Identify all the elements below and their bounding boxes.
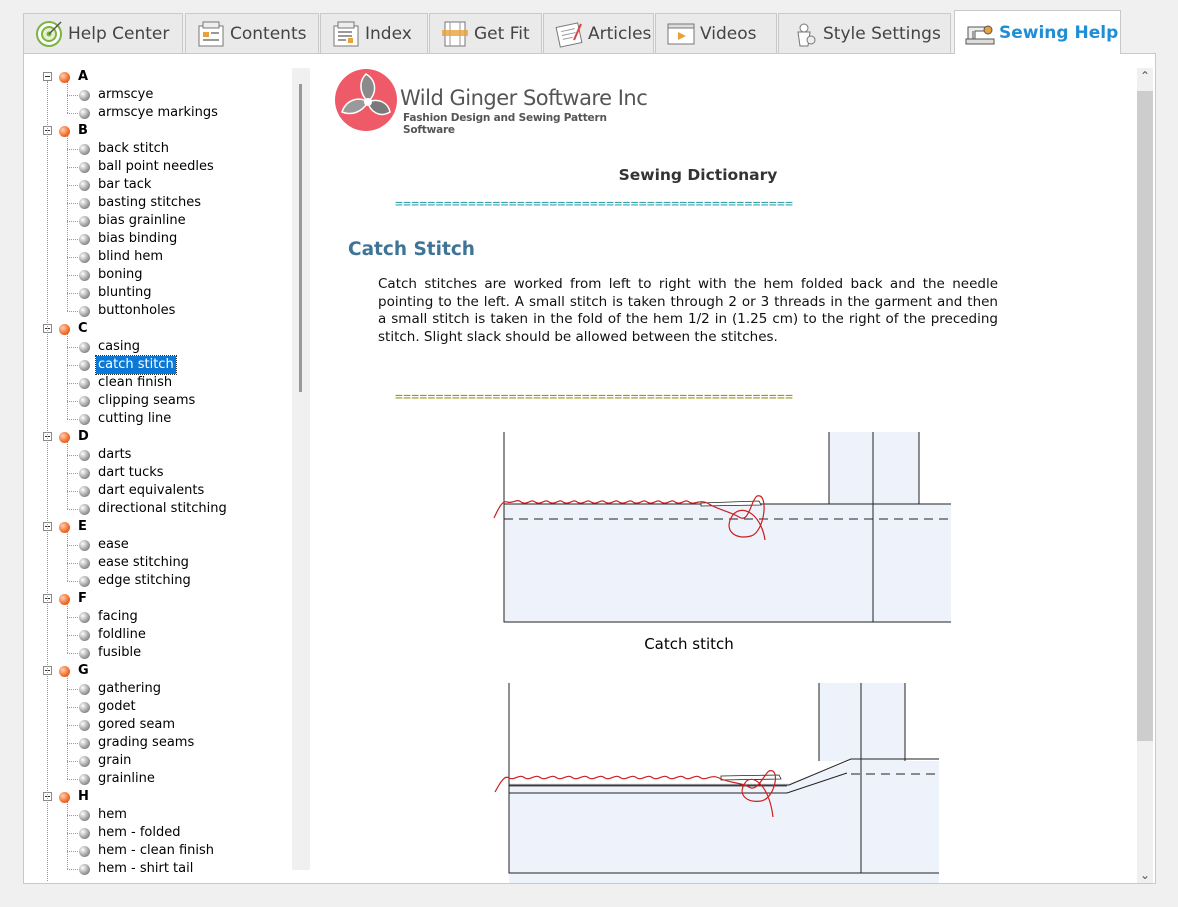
tree-item[interactable] [39, 572, 309, 590]
tab-label: Style Settings [823, 23, 941, 44]
tree-group-b[interactable] [39, 122, 309, 140]
separator-rule-bottom: ================================================= [395, 390, 794, 405]
tab-get-fit[interactable] [429, 13, 542, 53]
tree-connector [67, 676, 68, 779]
tree-scrollbar[interactable] [292, 68, 310, 870]
tree-item[interactable] [39, 842, 309, 860]
tree-connector [67, 833, 78, 834]
tree-item-label: dart tucks [98, 465, 164, 480]
sewing-machine-icon [965, 19, 995, 47]
tree-connector [67, 635, 78, 636]
topic-bullet-icon [79, 648, 90, 659]
content-scrollbar[interactable] [1137, 68, 1153, 883]
tree-item[interactable] [39, 752, 309, 770]
tab-label: Index [365, 23, 412, 44]
help-center-icon [34, 20, 64, 48]
tree-item[interactable] [39, 716, 309, 734]
tree-group-g[interactable] [39, 662, 309, 680]
tree-item-label: grainline [98, 771, 155, 786]
tree-item-label: ball point needles [98, 159, 214, 174]
index-icon [331, 20, 361, 48]
tree-scrollbar-thumb[interactable] [299, 84, 302, 392]
tree-connector [67, 311, 78, 312]
tree-connector [67, 815, 78, 816]
tree-item-label: directional stitching [98, 501, 227, 516]
tree-connector [67, 113, 78, 114]
topic-bullet-icon [79, 450, 90, 461]
folder-bullet-icon [59, 324, 70, 335]
tree-item[interactable] [39, 410, 309, 428]
tree-item[interactable] [39, 392, 309, 410]
catch-stitch-diagram [469, 432, 929, 622]
tree-connector [67, 779, 78, 780]
tree-group-f[interactable] [39, 590, 309, 608]
tree-item-label: bar tack [98, 177, 152, 192]
tree-connector [67, 334, 68, 419]
tree-item-label: catch stitch [98, 357, 174, 372]
tree-connector [67, 545, 78, 546]
topic-bullet-icon [79, 828, 90, 839]
tab-index[interactable] [320, 13, 428, 53]
tree-connector [67, 95, 78, 96]
tree-connector [67, 761, 78, 762]
tree-item[interactable] [39, 176, 309, 194]
topic-bullet-icon [79, 702, 90, 713]
tree-item-label: ease [98, 537, 129, 552]
tree-item[interactable] [39, 644, 309, 662]
tree-connector [67, 136, 68, 311]
catch-stitch-hem-diagram [469, 683, 929, 883]
scroll-down-icon[interactable]: ⌄ [1139, 868, 1151, 882]
tree-item[interactable] [39, 212, 309, 230]
topic-bullet-icon [79, 252, 90, 263]
tab-label: Get Fit [474, 23, 530, 44]
tree-item-label: grain [98, 753, 132, 768]
tree-connector [67, 581, 78, 582]
tree-group-label: A [78, 69, 89, 84]
videos-icon [666, 20, 696, 48]
contents-icon [196, 20, 226, 48]
topic-bullet-icon [79, 144, 90, 155]
tree-connector [67, 802, 68, 869]
tree-item[interactable] [39, 374, 309, 392]
topic-bullet-icon [79, 864, 90, 875]
tree-item[interactable] [39, 140, 309, 158]
style-settings-icon [789, 20, 819, 48]
folder-bullet-icon [59, 792, 70, 803]
separator-rule-top: ================================================= [395, 197, 794, 212]
company-tagline: Fashion Design and Sewing Pattern Software [403, 112, 607, 136]
tree-connector [67, 455, 78, 456]
topic-bullet-icon [79, 342, 90, 353]
folder-bullet-icon [59, 666, 70, 677]
tree-item[interactable] [39, 860, 309, 878]
topic-bullet-icon [79, 288, 90, 299]
topic-bullet-icon [79, 810, 90, 821]
tree-item-label: dart equivalents [98, 483, 205, 498]
tree-item-label: basting stitches [98, 195, 202, 210]
tree-connector [67, 707, 78, 708]
tab-bar [23, 10, 1156, 53]
tree-item-label: cutting line [98, 411, 172, 426]
tree-item[interactable] [39, 266, 309, 284]
topic-bullet-icon [79, 774, 90, 785]
tree-item-label: blind hem [98, 249, 163, 264]
articles-icon [554, 20, 584, 48]
tree-item[interactable] [39, 338, 309, 356]
company-name: Wild Ginger Software Inc [400, 86, 648, 110]
tree-item[interactable] [39, 194, 309, 212]
tree-item-label: hem - shirt tail [98, 861, 194, 876]
topic-bullet-icon [79, 360, 90, 371]
topic-bullet-icon [79, 558, 90, 569]
company-logo [334, 66, 654, 134]
tab-articles[interactable] [543, 13, 654, 53]
tree-group-c[interactable] [39, 320, 309, 338]
tree-connector [67, 509, 78, 510]
topic-bullet-icon [79, 378, 90, 389]
tree-group-a[interactable] [39, 68, 309, 86]
topic-bullet-icon [79, 720, 90, 731]
tree-item[interactable] [39, 86, 309, 104]
tree-item-label: edge stitching [98, 573, 191, 588]
tree-connector [67, 239, 78, 240]
topic-bullet-icon [79, 630, 90, 641]
topic-bullet-icon [79, 234, 90, 245]
tree-item-label: back stitch [98, 141, 169, 156]
tree-item[interactable] [39, 446, 309, 464]
tree-group-label: G [78, 663, 89, 678]
tree-item-label: casing [98, 339, 140, 354]
topic-bullet-icon [79, 306, 90, 317]
collapse-icon[interactable] [43, 72, 52, 81]
tree-connector [67, 689, 78, 690]
topic-bullet-icon [79, 468, 90, 479]
tab-sewing-help[interactable] [954, 10, 1121, 54]
folder-bullet-icon [59, 522, 70, 533]
topic-bullet-icon [79, 684, 90, 695]
topic-bullet-icon [79, 198, 90, 209]
topic-bullet-icon [79, 414, 90, 425]
tree-connector [67, 167, 78, 168]
tab-label: Sewing Help [999, 22, 1119, 43]
tree-item[interactable] [39, 626, 309, 644]
tree-connector [67, 532, 68, 581]
tree-item[interactable] [39, 302, 309, 320]
tree-connector [67, 82, 68, 113]
tree-item[interactable] [39, 500, 309, 518]
tree-item-label: fusible [98, 645, 142, 660]
tab-label: Videos [700, 23, 757, 44]
tree-connector [67, 383, 78, 384]
tree-item[interactable] [39, 356, 309, 374]
tree-connector [67, 293, 78, 294]
content-pane [309, 54, 1137, 883]
topic-bullet-icon [79, 612, 90, 623]
tree-item-label: grading seams [98, 735, 195, 750]
topic-bullet-icon [79, 180, 90, 191]
main-frame [23, 53, 1156, 884]
tree-connector [67, 617, 78, 618]
tree-item-label: clipping seams [98, 393, 196, 408]
tree-item[interactable] [39, 230, 309, 248]
topic-bullet-icon [79, 108, 90, 119]
tree-connector [67, 851, 78, 852]
figure-caption: Catch stitch [644, 635, 734, 653]
tree-connector [67, 604, 68, 653]
tree-connector [67, 491, 78, 492]
tree-item-label: buttonholes [98, 303, 176, 318]
tree-connector [67, 725, 78, 726]
tree-connector [67, 149, 78, 150]
tree-connector [67, 347, 78, 348]
tab-label: Help Center [68, 23, 170, 44]
tree-item-label: hem - folded [98, 825, 181, 840]
tree-connector [67, 203, 78, 204]
tree-connector [67, 869, 78, 870]
topic-bullet-icon [79, 162, 90, 173]
tree-connector [67, 419, 78, 420]
tree-group-label: E [78, 519, 87, 534]
tree-group-h[interactable] [39, 788, 309, 806]
tree-item[interactable] [39, 554, 309, 572]
topic-bullet-icon [79, 846, 90, 857]
tree-item-label: clean finish [98, 375, 173, 390]
tree-item[interactable] [39, 284, 309, 302]
folder-bullet-icon [59, 432, 70, 443]
tab-videos[interactable] [655, 13, 777, 53]
tree-item-label: bias binding [98, 231, 178, 246]
tree-connector [67, 743, 78, 744]
tree-connector [67, 221, 78, 222]
tree-connector [47, 81, 48, 881]
wild-ginger-flower-icon [334, 66, 398, 134]
tree-group-label: H [78, 789, 89, 804]
topic-bullet-icon [79, 540, 90, 551]
topic-bullet-icon [79, 738, 90, 749]
tree-item-label: ease stitching [98, 555, 189, 570]
topic-bullet-icon [79, 90, 90, 101]
topic-bullet-icon [79, 216, 90, 227]
tree-item-label: darts [98, 447, 132, 462]
dictionary-tree [39, 68, 309, 876]
tree-connector [67, 401, 78, 402]
tree-item-label: armscye markings [98, 105, 218, 120]
content-scrollbar-thumb[interactable] [1137, 91, 1153, 741]
tree-item-label: blunting [98, 285, 152, 300]
folder-bullet-icon [59, 594, 70, 605]
tree-item[interactable] [39, 482, 309, 500]
tree-connector [67, 473, 78, 474]
folder-bullet-icon [59, 126, 70, 137]
tree-item-label: facing [98, 609, 138, 624]
tree-group-e[interactable] [39, 518, 309, 536]
topic-description: Catch stitches are worked from left to right with the hem folded back and the needle pointing to the left. A small stitch is taken through 2 or 3 threads in the garment and then a small stitch is taken in the fold of the hem 1/2 in (1.25 cm) to the right of the preceding stitch. Slight slack should be allowed between the stitches. [378, 276, 998, 345]
tab-style-settings[interactable] [778, 13, 951, 53]
topic-bullet-icon [79, 504, 90, 515]
tree-group-d[interactable] [39, 428, 309, 446]
tree-item-label: armscye [98, 87, 154, 102]
tree-item[interactable] [39, 104, 309, 122]
tree-group-label: F [78, 591, 87, 606]
tree-item-label: bias grainline [98, 213, 186, 228]
tree-item-label: hem - clean finish [98, 843, 215, 858]
tree-item[interactable] [39, 464, 309, 482]
tab-help-center[interactable] [23, 13, 183, 53]
tree-connector [67, 365, 78, 366]
tree-item[interactable] [39, 698, 309, 716]
get-fit-icon [440, 20, 470, 48]
topic-bullet-icon [79, 270, 90, 281]
tab-label: Contents [230, 23, 307, 44]
tree-item-label: boning [98, 267, 143, 282]
topic-title: Catch Stitch [348, 239, 475, 260]
tree-item[interactable] [39, 734, 309, 752]
page-title: Sewing Dictionary [618, 166, 778, 184]
tree-connector [67, 257, 78, 258]
tree-item[interactable] [39, 806, 309, 824]
tree-item[interactable] [39, 824, 309, 842]
folder-bullet-icon [59, 72, 70, 83]
tree-item-label: godet [98, 699, 136, 714]
tree-item[interactable] [39, 608, 309, 626]
tree-item[interactable] [39, 680, 309, 698]
tree-item[interactable] [39, 248, 309, 266]
tab-contents[interactable] [185, 13, 319, 53]
tree-group-label: C [78, 321, 88, 336]
tree-group-label: D [78, 429, 89, 444]
tree-item-label: hem [98, 807, 127, 822]
topic-bullet-icon [79, 396, 90, 407]
topic-bullet-icon [79, 756, 90, 767]
tree-item-label: gored seam [98, 717, 176, 732]
scroll-up-icon[interactable]: ⌃ [1139, 69, 1151, 83]
tree-connector [67, 442, 68, 509]
tree-item[interactable] [39, 770, 309, 788]
tab-label: Articles [588, 23, 652, 44]
topic-bullet-icon [79, 576, 90, 587]
tree-item-label: gathering [98, 681, 162, 696]
tree-item[interactable] [39, 158, 309, 176]
tree-item-label: foldline [98, 627, 146, 642]
tree-item[interactable] [39, 536, 309, 554]
tree-connector [67, 653, 78, 654]
tree-group-label: B [78, 123, 88, 138]
tree-connector [67, 185, 78, 186]
tree-connector [67, 563, 78, 564]
topic-bullet-icon [79, 486, 90, 497]
tree-connector [67, 275, 78, 276]
